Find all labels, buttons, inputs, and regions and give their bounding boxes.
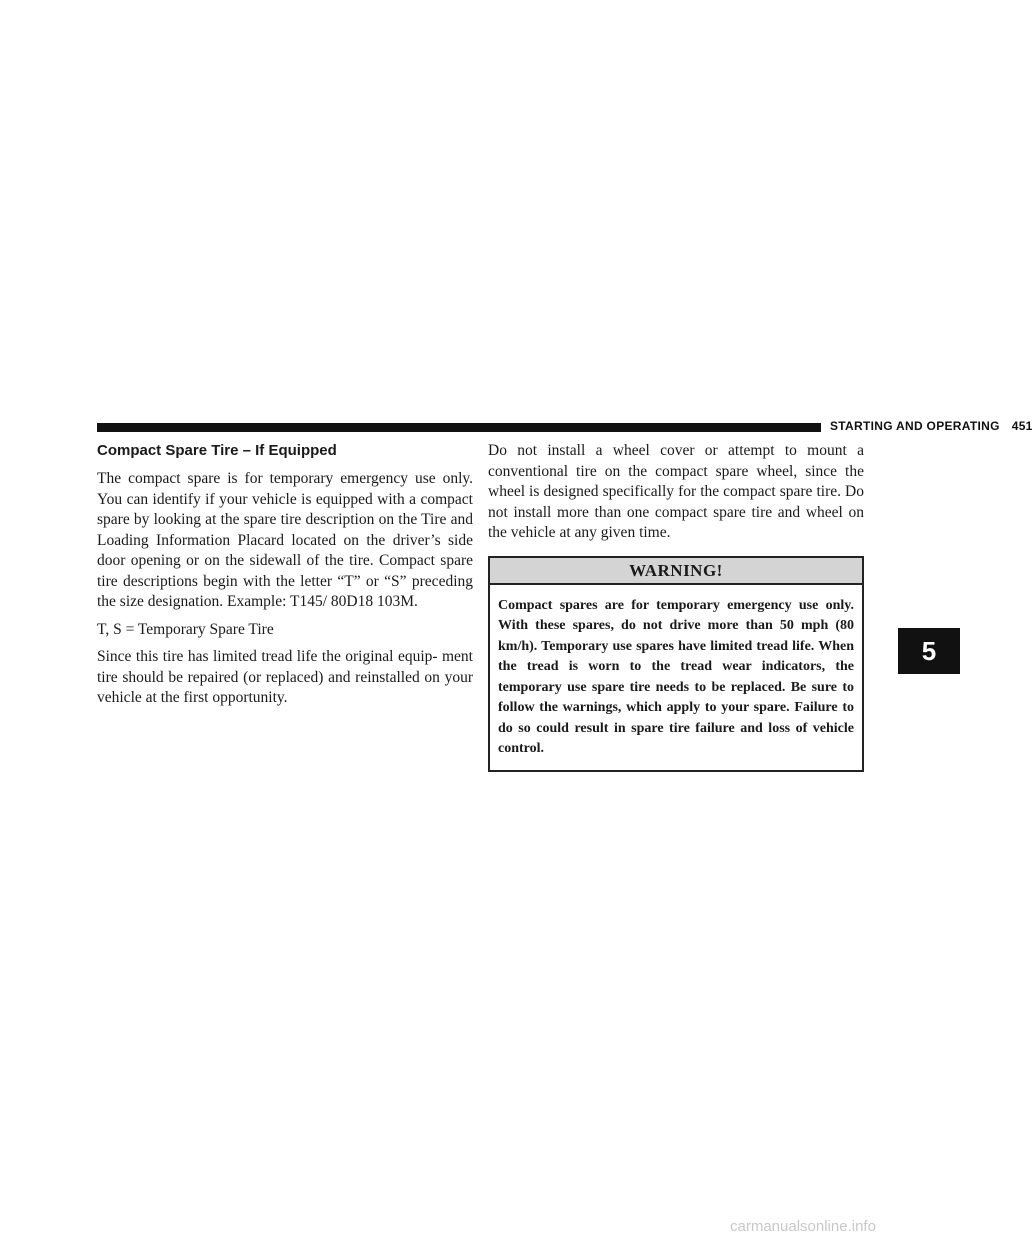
header-rule: [97, 423, 821, 432]
right-column: [488, 441, 864, 772]
paragraph-temporary-spare-definition: T, S = Temporary Spare Tire: [97, 620, 274, 638]
watermark: carmanualsonline.info: [730, 1218, 876, 1235]
paragraph-wheel-cover: Do not install a wheel cover or attempt to mount a conventional tire on the compact spare wheel, since the wheel is designed specifically for the compact spare tire. Do not install more than one compact spare tire and wheel on the vehicle at any given time.: [488, 442, 864, 541]
paragraph-compact-spare-intro: The compact spare is for temporary emergency use only. You can identify if your vehicle is equipped with a compact spare by looking at the spare tire description on the Tire and Loading Information Placard located on the driver’s side door opening or on the sidewall of the tire. Compact spare tire descriptions begin with the letter “T” or “S” preceding the size designation. Example: T145/ 80D18 103M.: [97, 470, 473, 610]
chapter-tab: 5: [898, 628, 960, 674]
left-column: [97, 441, 473, 716]
warning-text: Compact spares are for temporary emergency use only. With these spares, do not drive more than 50 mph (80 km/h). Temporary use spares have limited tread life. When the tread is worn to the tread wear indicators, the temporary use spare tire needs to be replaced. Be sure to follow the warnings, which apply to your spare. Failure to do so could result in spare tire failure and loss of vehicle control.: [498, 597, 854, 756]
warning-box: [488, 556, 864, 772]
running-header: [830, 419, 1033, 433]
section-title: STARTING AND OPERATING: [830, 419, 1000, 433]
page-number: 451: [1011, 419, 1033, 433]
section-heading: Compact Spare Tire – If Equipped: [97, 442, 337, 459]
paragraph-limited-tread-life: Since this tire has limited tread life the original equip- ment tire should be repaired (or replaced) and reinstalled on your vehicle at the first opportunity.: [97, 648, 473, 706]
warning-title: WARNING!: [490, 558, 862, 585]
